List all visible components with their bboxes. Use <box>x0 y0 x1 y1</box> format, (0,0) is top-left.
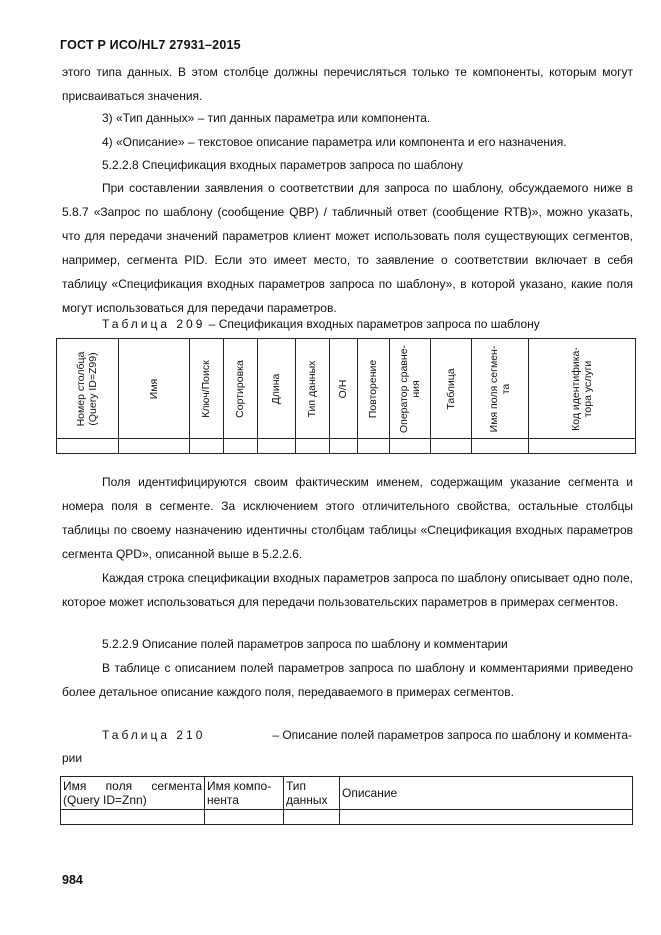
table-210 <box>60 776 633 825</box>
page-number: 984 <box>62 873 83 887</box>
col-header-repetition: Повторение <box>357 339 390 439</box>
list-item-description: 4) «Описание» – текстовое описание параметра или компонента и его назначения. <box>102 135 567 149</box>
col-header-segment-field: Имя поля сегмен- та <box>472 339 529 439</box>
paragraph-table-description: В таблице с описанием полей параметров запроса по шаблону и комментариями приведено более детальное описание каждого поля, передаваемого в примерах сегментов. <box>62 661 633 699</box>
table-209 <box>56 338 636 454</box>
running-header: ГОСТ Р ИСО/HL7 27931–2015 <box>60 38 241 52</box>
paragraph-continuation: этого типа данных. В этом столбце должны перечисляться только те компоненты, которым могут присваиваться значения. <box>62 65 633 103</box>
col-header-length: Длина <box>258 339 296 439</box>
col-header-operator: Оператор сравне- ния <box>390 339 431 439</box>
table-209-title: – Спецификация входных параметров запроса по шаблону <box>205 317 540 331</box>
col-header-description: Описание <box>340 777 633 810</box>
table-210-label: Таблица 210 <box>102 728 206 742</box>
paragraph-each-row: Каждая строка спецификации входных параметров запроса по шаблону описывает одно поле, которое может использоваться для передачи пользовательских параметров в примерах сегментов. <box>62 571 633 609</box>
col-header-key-search: Ключ/Поиск <box>190 339 224 439</box>
col-header-data-type: Тип данных <box>284 777 340 810</box>
col-header-sort: Сортировка <box>223 339 258 439</box>
table-209-caption <box>102 317 540 331</box>
col-header-table: Таблица <box>430 339 472 439</box>
col-header-segment-field-name: Имя поля сегмента (Query ID=Znn) <box>61 777 205 810</box>
col-header-name: Имя <box>118 339 189 439</box>
paragraph-conformance-statement: При составлении заявления о соответствии для запроса по шаблону, обсуждаемого ниже в 5.8.7 «Запрос по шаблону (сообщение QBP) / табличный ответ (сообщение RTB)», можно указать, что для передачи значений параметров клиент может использовать поля существующих сегментов, например, сегмента PID. Если это имеет место, то заявление о соответствии включает в себя таблицу «Спецификация входных параметров запроса по шаблону», в которой указано, какие поля могут использоваться для передачи параметров. <box>62 181 633 315</box>
table-row <box>57 439 636 454</box>
list-item-data-type: 3) «Тип данных» – тип данных параметра или компонента. <box>102 111 431 125</box>
table-209-label: Таблица 209 <box>102 317 206 331</box>
section-heading-5-2-2-9: 5.2.2.9 Описание полей параметров запроса по шаблону и комментарии <box>102 637 508 651</box>
table-210-caption-continuation: рии <box>62 751 83 765</box>
col-header-data-type: Тип данных <box>295 339 330 439</box>
paragraph-fields-identified: Поля идентифицируются своим фактическим именем, содержащим указание сегмента и номера поля в сегменте. За исключением этого отличительного свойства, остальные столбцы таблицы по своему назначению идентичны столбцам таблицы «Спецификация входных параметров сегмента QPD», описанной выше в 5.2.2.6. <box>62 475 633 561</box>
col-header-service-id: Код идентифика- тора услуги <box>529 339 636 439</box>
section-heading-5-2-2-8: 5.2.2.8 Спецификация входных параметров запроса по шаблону <box>102 158 464 172</box>
col-header-column-number: Номер столбца (Query ID=Z99) <box>57 339 119 439</box>
col-header-component-name: Имя компо- нента <box>205 777 284 810</box>
table-210-title: – Описание полей параметров запроса по шаблону и коммента- <box>272 728 632 742</box>
table-210-caption <box>102 728 632 742</box>
table-row <box>61 810 633 825</box>
col-header-opt: О/Н <box>330 339 357 439</box>
